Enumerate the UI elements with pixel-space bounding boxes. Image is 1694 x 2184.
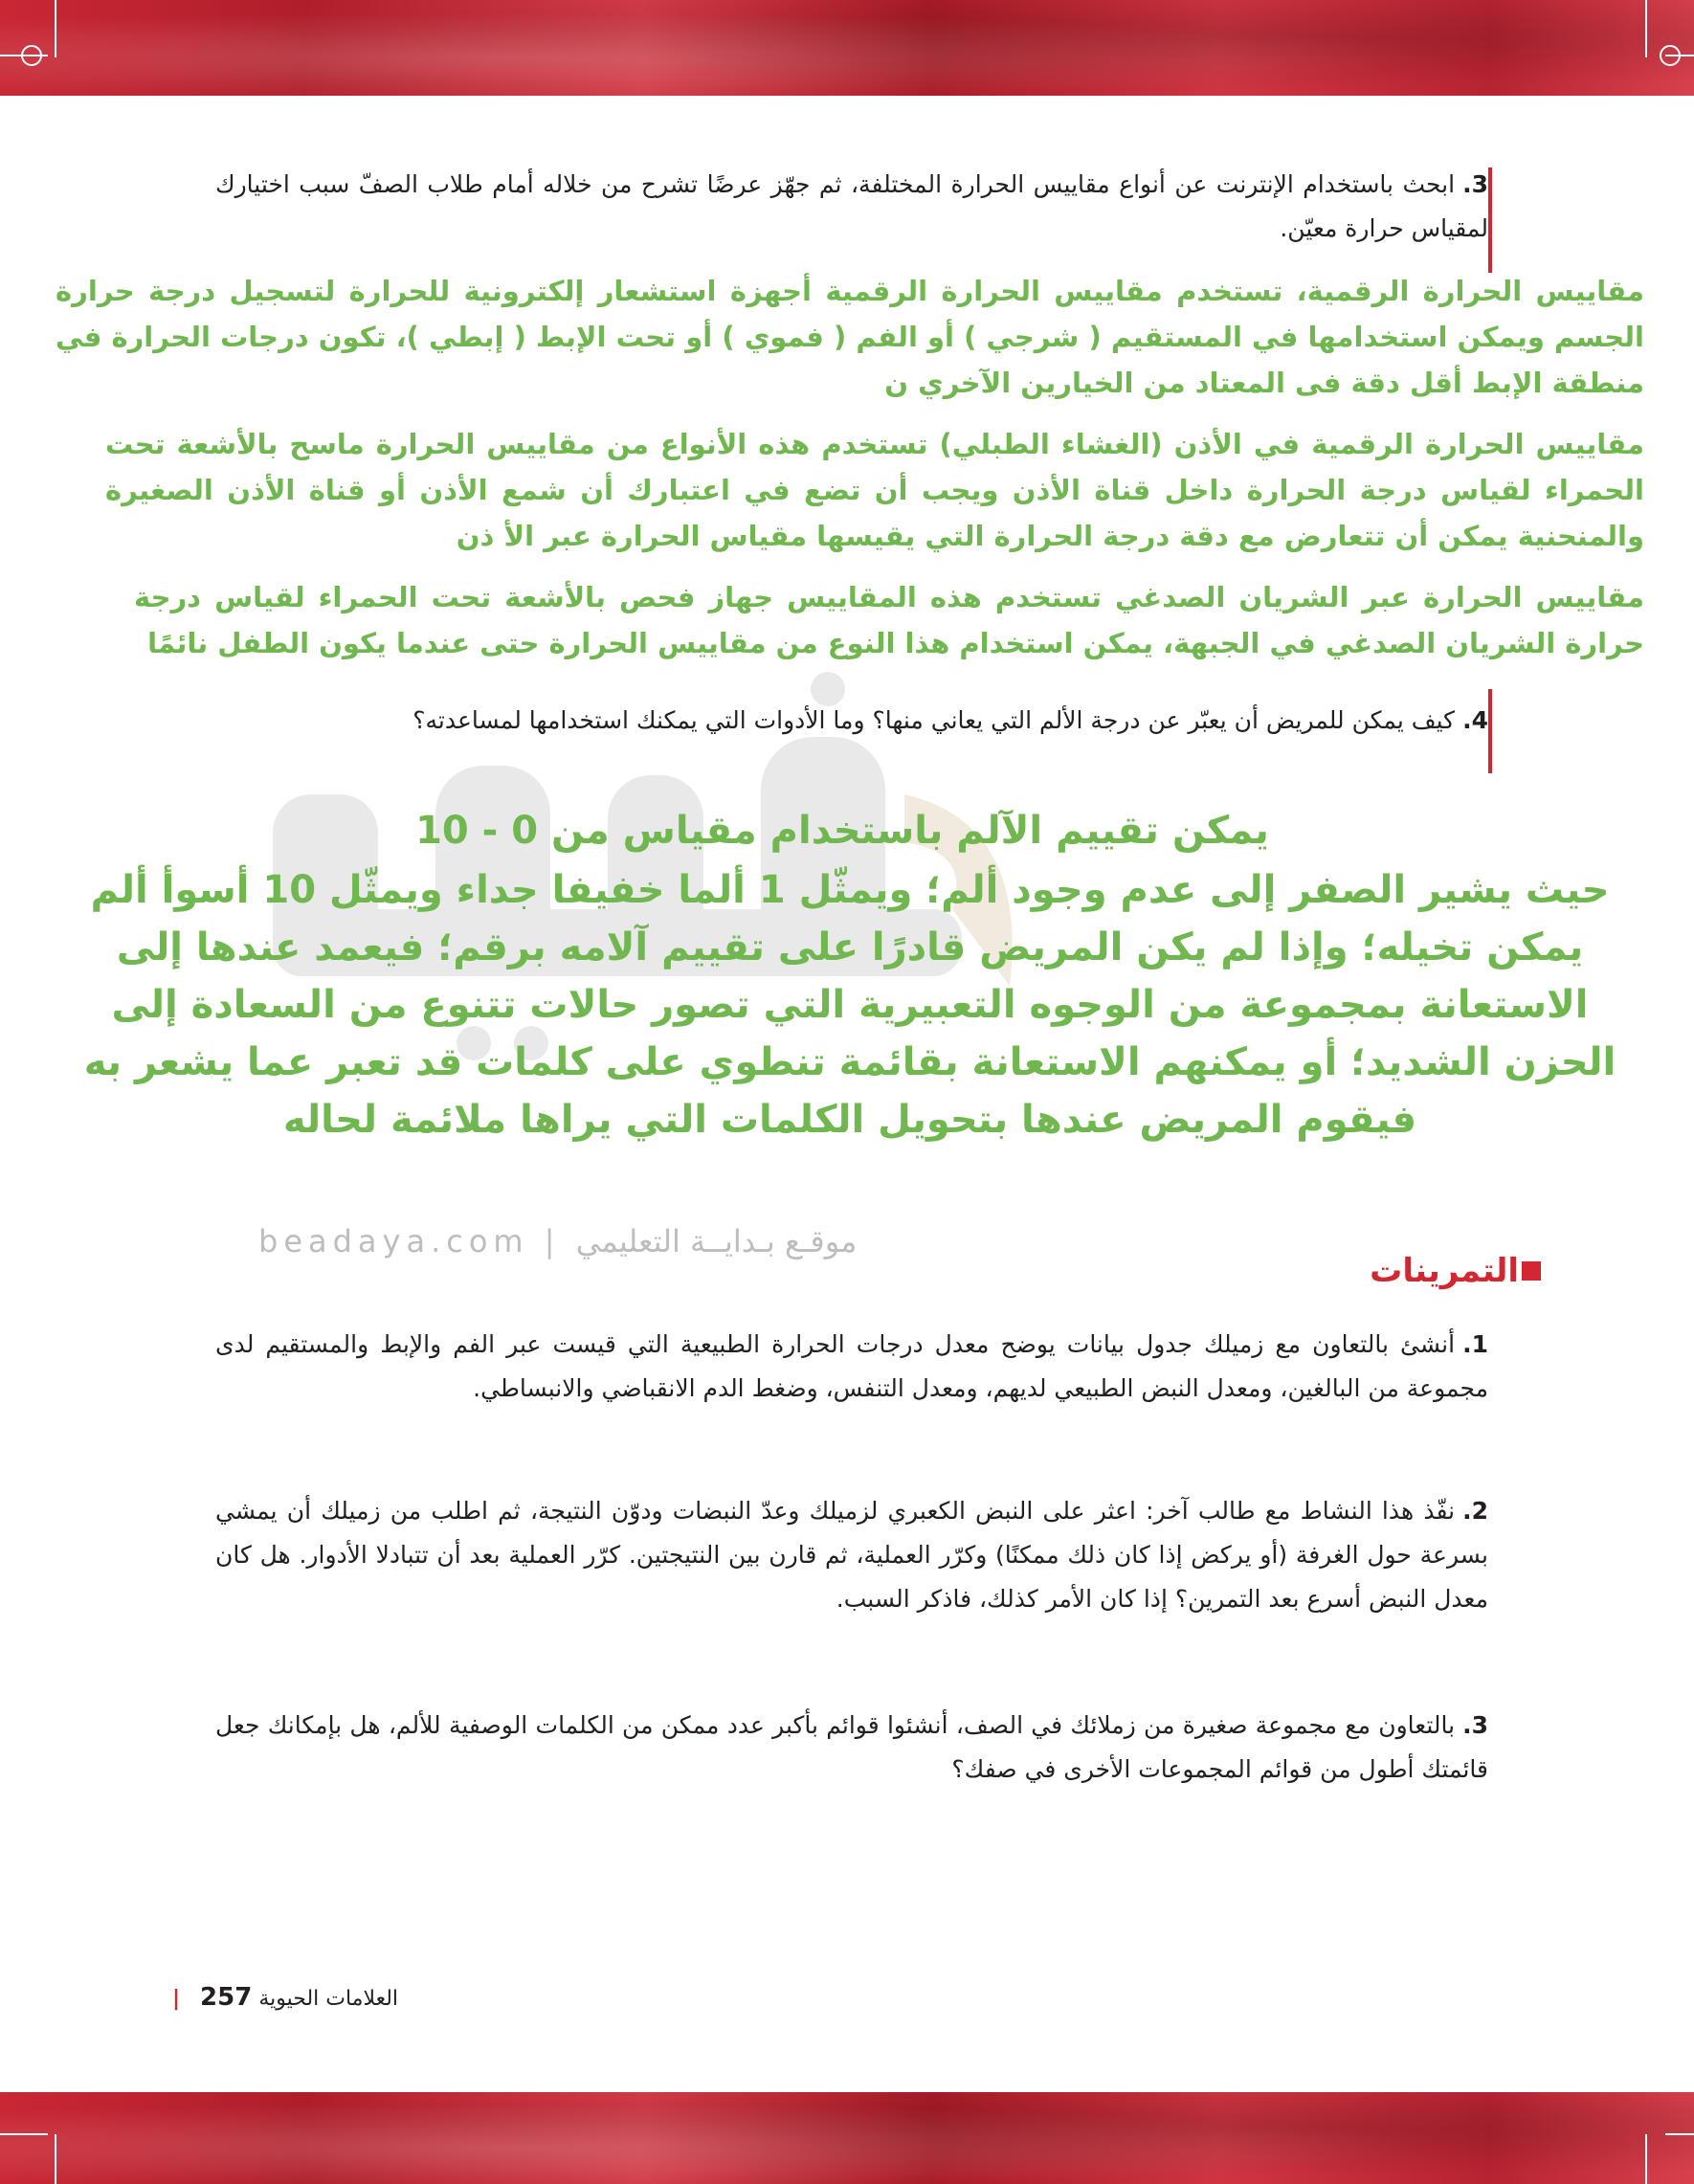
- question-3-bar: [1488, 167, 1492, 273]
- answer-3-paragraph-1: مقاييس الحرارة الرقمية، تستخدم مقاييس الحرارة الرقمية أجهزة استشعار إلكترونية للحرارة لتسجيل درجة حرارة الجسم ويمكن استخدامها في المستقيم ( شرجي ) أو الفم ( فموي ) أو تحت الإبط ( إبطي )، تكون درجات الحرارة في منطقة الإبط أقل دقة فى المعتاد من الخيارين الآخري ن: [56, 275, 1644, 399]
- exercise-2: [215, 1489, 1488, 1621]
- exercise-1-number: 1.: [1462, 1330, 1488, 1358]
- exercise-3-text: بالتعاون مع مجموعة صغيرة من زملائك في الصف، أنشئوا قوائم بأكبر عدد ممكن من الكلمات الوصفية للألم، هل بإمكانك جعل قائمتك أطول من قوائم المجموعات الأخرى في صفك؟: [215, 1711, 1488, 1783]
- question-4: [215, 699, 1488, 743]
- chapter-title: العلامات الحيوية: [258, 1987, 399, 2011]
- exercise-3: [215, 1704, 1488, 1792]
- exercise-2-text: نفّذ هذا النشاط مع طالب آخر: اعثر على النبض الكعبري لزميلك وعدّ النبضات ودوّن النتيجة، ثم اطلب من زميلك أن يمشي بسرعة حول الغرفة (أو يركض إذا كان ذلك ممكنًا) وكرّر العملية، ثم قارن بين النتيجتين. كرّر العملية بعد أن تتبادلا الأدوار. هل كان معدل النبض أسرع بعد التمرين؟ إذا كان الأمر كذلك، فاذكر السبب.: [215, 1497, 1488, 1613]
- section-title: التمرينات: [1370, 1252, 1519, 1290]
- exercise-1: [215, 1323, 1488, 1411]
- answer-4-headline: يمكن تقييم الآلم باستخدام مقياس من 0 - 10: [415, 809, 1269, 853]
- answer-3-paragraph-3: مقاييس الحرارة عبر الشريان الصدغي تستخدم هذه المقاييس جهاز فحص بالأشعة تحت الحمراء لقياس درجة حرارة الشريان الصدغي في الجبهة، يمكن استخدام هذا النوع من مقاييس الحرارة حتى عندما يكون الطفل نائمًا: [134, 581, 1644, 659]
- section-marker: [1522, 1261, 1541, 1281]
- exercise-3-number: 3.: [1462, 1711, 1488, 1739]
- exercise-1-text: أنشئ بالتعاون مع زميلك جدول بيانات يوضح معدل درجات الحرارة الطبيعية التي قيست عبر الفم والإبط والمستقيم لدى مجموعة من البالغين، ومعدل النبض الطبيعي لديهم، ومعدل التنفس، وضغط الدم الانقباضي والانبساطي.: [215, 1330, 1488, 1402]
- page-footer: [172, 1983, 398, 2012]
- exercise-2-number: 2.: [1462, 1497, 1488, 1525]
- question-3-text: ابحث باستخدام الإنترنت عن أنواع مقاييس الحرارة المختلفة، ثم جهّز عرضًا تشرح من خلاله أمام طلاب الصفّ سبب اختيارك لمقياس حرارة معيّن.: [215, 170, 1488, 242]
- question-4-number: 4.: [1462, 706, 1488, 734]
- question-4-text: كيف يمكن للمريض أن يعبّر عن درجة الألم التي يعاني منها؟ وما الأدوات التي يمكنك استخدامها لمساعدته؟: [412, 706, 1456, 734]
- footer-separator: |: [172, 1987, 181, 2011]
- page-number: 257: [200, 1983, 253, 2012]
- watermark-text: beadaya.com | موقـع بـدايــة التعليمي: [258, 1223, 858, 1259]
- question-3: [215, 163, 1488, 251]
- answer-3-paragraph-2: مقاييس الحرارة الرقمية في الأذن (الغشاء الطبلي) تستخدم هذه الأنواع من مقاييس الحرارة ماسح بالأشعة تحت الحمراء لقياس درجة الحرارة داخل قناة الأذن ويجب أن تضع في اعتبارك أن شمع الأذن أو قناة الأذن الصغيرة والمنحنية يمكن أن تتعارض مع دقة درجة الحرارة التي يقيسها مقياس الحرارة عبر الأ ذن: [105, 428, 1644, 552]
- question-3-number: 3.: [1462, 170, 1488, 198]
- answer-4-body: حيث يشير الصفر إلى عدم وجود ألم؛ ويمثّل 1 ألما خفيفا جداء ويمثّل 10 أسوأ ألم يمكن تخيله؛ وإذا لم يكن المريض قادرًا على تقييم آلامه برقم؛ فيعمد عندها إلى الاستعانة بمجموعة من الوجوه التعبيرية التي تصور حالات تتنوع من السعادة إلى الحزن الشديد؛ أو يمكنهم الاستعانة بقائمة تنطوي على كلمات قد تعبر عما يشعر به فيقوم المريض عندها بتحويل الكلمات التي يراها ملائمة لحاله: [83, 868, 1616, 1142]
- question-4-bar: [1488, 689, 1492, 773]
